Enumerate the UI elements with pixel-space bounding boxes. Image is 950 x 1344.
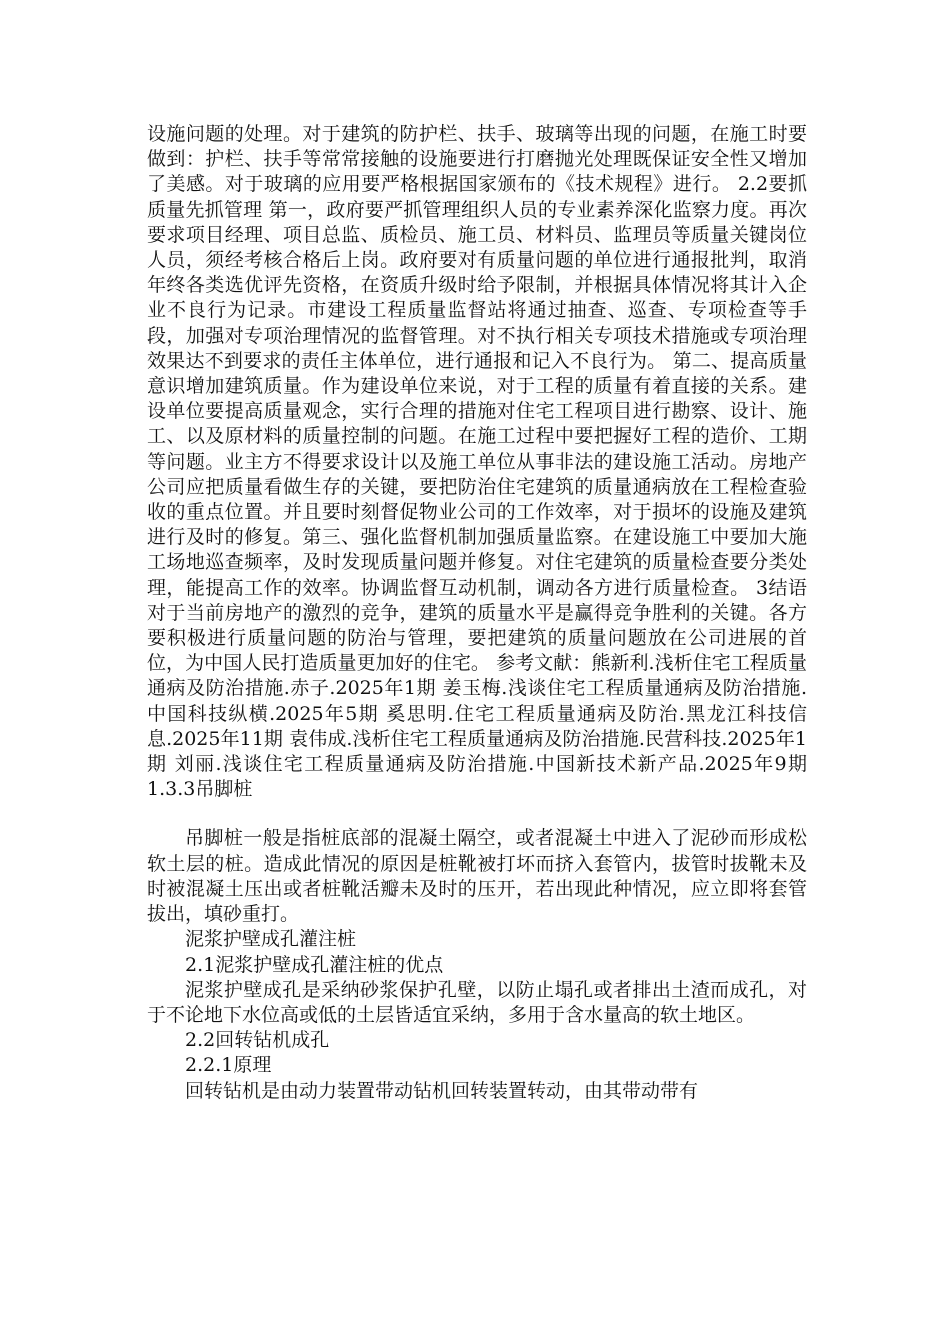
body-text-block: 设施问题的处理。对于建筑的防护栏、扶手、玻璃等出现的问题，在施工时要做到：护栏、扶手等常常接触的设施要进行打磨抛光处理既保证安全性又增加了美感。对于玻璃的应用要严格根据国家颁布的《技术规程》进行。 2.2要抓质量先抓管理 第一，政府要严抓管理组织人员的专业素养深化监察力度。再次要求项目经理、项目总监、质检员、施工员、材料员、监理员等质量关键岗位人员，须经考核合格后上岗。政府要对有质量问题的单位进行通报批判，取消年终各类选优评先资格，在资质升级时给予限制，并根据具体情况将其计入企业不良行为记录。市建设工程质量监督站将通过抽查、巡查、专项检查等手段，加强对专项治理情况的监督管理。对不执行相关专项技术措施或专项治理效果达不到要求的责任主体单位，进行通报和记入不良行为。 第二、提高质量意识增加建筑质量。作为建设单位来说，对于工程的质量有着直接的关系。建设单位要提高质量观念，实行合理的措施对住宅工程项目进行勘察、设计、施工、以及原材料的质量控制的问题。在施工过程中要把握好工程的造价、工期等问题。业主方不得要求设计以及施工单位从事非法的建设施工活动。房地产公司应把质量看做生存的关键，要把防治住宅建筑的质量通病放在工程检查验收的重点位置。并且要时刻督促物业公司的工作效率，对于损坏的设施及建筑进行及时的修复。第三、强化监督机制加强质量监察。在建设施工中要加大施工场地巡查频率，及时发现质量问题并修复。对住宅建筑的质量检查要分类处理，能提高工作的效率。协调监督互动机制，调动各方进行质量检查。 3结语 对于当前房地产的激烈的竞争，建筑的质量水平是赢得竞争胜利的关键。各方要积极进行质量问题的防治与管理，要把建筑的质量问题放在公司进展的首位，为中国人民打造质量更加好的住宅。 参考文献：熊新利.浅析住宅工程质量通病及防治措施.赤子.2025年1期 姜玉梅.浅谈住宅工程质量通病及防治措施.中国科技纵横.2025年5期 奚思明.住宅工程质量通病及防治.黑龙江科技信息.2025年11期 袁伟成.浅析住宅工程质量通病及防治措施.民营科技.2025年1期 刘丽.浅谈住宅工程质量通病及防治措施.中国新技术新产品.2025年9期 1.3.3吊脚桩 xyxy=(147,123,807,801)
section-heading-2-1: 2.1泥浆护壁成孔灌注桩的优点 xyxy=(185,953,444,976)
paragraph-gap xyxy=(147,802,807,826)
section-heading-mud-pile: 泥浆护壁成孔灌注桩 xyxy=(185,928,357,951)
paragraph-rotary-drill: 回转钻机是由动力装置带动钻机回转装置转动，由其带动带有 xyxy=(185,1079,699,1102)
document-page xyxy=(147,122,807,1104)
section-heading-2-2: 2.2回转钻机成孔 xyxy=(185,1029,330,1052)
paragraph-mud-pile: 泥浆护壁成孔是采纳砂浆保护孔壁，以防止塌孔或者排出土渣而成孔，对于不论地下水位高或低的土层皆适宜采纳，多用于含水量高的软土地区。 xyxy=(147,978,807,1026)
section-heading-2-2-1: 2.2.1原理 xyxy=(185,1054,272,1077)
paragraph-diaojiao-pile: 吊脚桩一般是指桩底部的混凝土隔空，或者混凝土中进入了泥砂而形成松软土层的桩。造成此情况的原因是桩靴被打坏而挤入套管内，拔管时拔靴未及时被混凝土压出或者桩靴活瓣未及时的压开，若出现此种情况，应立即将套管拔出，填砂重打。 xyxy=(147,827,807,926)
